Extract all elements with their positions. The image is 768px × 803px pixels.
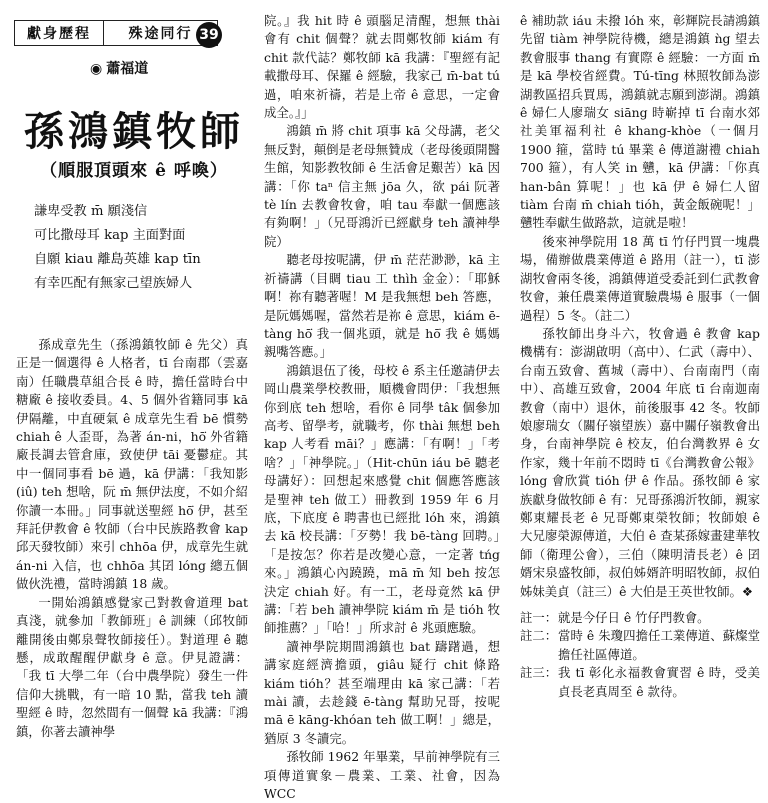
footnote: [520, 627, 760, 664]
paragraph: 一開始鴻鎮感覺家己對教會道理 bat 真淺，就參加「教師班」ê 訓練（邱牧師離開後由鄭泉聲牧師接任）。對道理 ê 聽懸，成敢醒醒伊獻身 ê 意。伊見證講：「我 tī 大學二年（台中農學院）發生一件信仰大挑戰，有一暗 10 點，當我 teh 讀聖經 ê 時，忽然間有一個聲 kā 我講：『鴻鎮，你著去讀神學: [16, 594, 248, 739]
poem-line: 謙卑受教 m̄ 願淺信: [34, 204, 148, 219]
paragraph: 院。』我 hit 時 ê 頭腦足清醒，想無 thài 會有 chit 個聲？就去問鄭牧師 kiám 有 chit 款代誌？鄭牧師 kā 我講：『聖經有記載撒母耳、保羅 ê 經驗，我家己 m̄-bat tú 過，咱來祈禱，若是上帝 ê 意思，一定會成全。』」: [264, 13, 500, 121]
paragraph: 讀神學院期間鴻鎮也 bat 躊躇過，想講家庭經濟擔頭，giâu 疑行 chit 條路 kiám tióh？甚至端理由 kā 家己講：「若 mài 讀，去趁錢 ē-tàng 幫助兄哥，按呢 mā ē kāng-khóan teh 做工啊！」總是，猶原 3 冬讀完。: [264, 638, 500, 746]
paragraph: 後來神學院用 18 萬 tī 竹仔門買一塊農場，備辦做農業傳道 ê 路用（註一），tī 澎湖牧會兩冬後，鴻鎮傳道受委託到仁武教會牧會，兼任農業傳道實驗農場 ê 服事（一個過程）5 冬。（註二）: [520, 233, 760, 323]
footnote: [520, 609, 760, 627]
paragraph: 鴻鎮 m̄ 將 chit 項事 kā 父母講，老父無反對，顛倒是老母無贊成（老母後頭開醫生館，知影教牧師 ê 生活會足艱苦）kā 因講：「你 taⁿ 信主無 jōa 久，欲 pái 阮著 tè lín 去教會牧會，咱 tau 奉獻一個應該有夠啊！」（兄哥鴻沂已經獻身 teh 讀神學院）: [264, 123, 500, 249]
article-subtitle: （順服頂頭來 ê 呼喚）: [40, 161, 228, 181]
bullseye-icon: ◉: [90, 61, 103, 77]
paragraph: [520, 325, 760, 601]
paragraph: 孫牧師 1962 年畢業，早前神學院有三項傳道實象－農業、工業、社會，因為 WCC: [264, 749, 500, 802]
column-3: [520, 12, 760, 701]
series-banner: [14, 20, 218, 46]
paragraph-text: 孫牧師出身斗六，牧會過 ê 教會 kap 機構有：澎湖啟明（高中）、仁武（壽中）、台南五致會、舊城（壽中）、台南南門（南中）、高雄互致會，2004 年底 tī 台南迦南教會（南中）退休，前後服事 42 冬。牧師娘廖瑞女（關仔嶺望族）嘉中關仔嶺教會出身，台南神學院 ê 校友，伯台灣教界 ê 女作家，幾十年前不悶時 tī《台灣教會公報》lóng 會欣賞 tióh 伊 ê 作品。孫牧師 ê 家族獻身做牧師 ê 有：兄哥孫鴻沂牧師，親家鄭東耀長老 ê 兄哥鄭東榮牧師；牧師娘 ê 大兄廖榮源傳道，大伯 ê 查某孫嫁畫建華牧師（衛理公會），三伯（陳明清長老）ê 囝婿宋泉盛牧師，叔伯姊婿許明昭牧師，叔伯姊妹美貞（註三）ê 大伯是王英世牧師。: [520, 325, 760, 599]
series-theme: 殊途同行: [128, 26, 193, 42]
poem-line: 自願 kiau 離島英雄 kap tīn: [34, 252, 201, 267]
footnote-text: 當時 ê 朱瓊四擔任工業傳道、蘇燦堂擔任社區傳道。: [558, 628, 760, 662]
poem-line: 有幸匹配有無家己望族婦人: [34, 276, 193, 291]
footnote: [520, 664, 760, 701]
column-1: [16, 336, 248, 741]
footnote-text: 就是今仔日 ê 竹仔門教會。: [558, 610, 710, 625]
author-byline: [90, 58, 148, 78]
author-name: 蕭福道: [106, 61, 149, 77]
paragraph: 鴻鎮退伍了後，母校 ê 系主任邀請伊去岡山農業學校教冊，順機會問伊：「我想無你到底 teh 想啥，看你 ê 同學 tâk 個參加高考、留學考，就職考，你 thài 無想 beh kap 人考看 māi？」應講：「有啊！」「考啥？」「神學院。」（Hit-chūn iáu bē 聽老母講好）：回想起來感覺 chit 個應答應該是聖神 teh 做工）冊教到 1959 年 6 月底，下底度 ê 聘書也已經批 lóh 來，鴻鎮去 kā 校長講：「歹勢！我 bē-tàng 回聘。」「是按怎？你若是改變心意，一定著 tńg 來。」鴻鎮心內蹺蹺，mā m̄ 知 beh 按怎決定 chiah 好。有一工，老母竟然 kā 伊講：「若 beh 讀神學院 kiám m̄ 是 tióh 牧師推薦？」「哈！」所求討 ê 兆頭應驗。: [264, 362, 500, 636]
series-name: 獻身歷程: [27, 26, 91, 42]
footnote-label: 註三：: [520, 665, 558, 681]
article-title: 孫鴻鎮牧師: [24, 108, 244, 155]
footnote-text: 我 tī 彰化永福教會實習 ê 時，受美貞長老真周至 ê 款待。: [558, 665, 760, 699]
paragraph: 孫成章先生（孫鴻鎮牧師 ê 先父）真正是一個選得 ê 人格者，tī 台南郡（雲嘉南）任職農草組合長 ê 時，擔任當時台中糖廠 ê 接收委員。4、5 個外省籍同事 kā 伊隔離，中直硬氣 ê 成章先生看 bē 慣勢 chiah ê 人歪哥，為著 án-ni，hō͘ 外省籍廠長調去管倉庫，致使伊 tāi 憂鬱症。其中一個同事看 bē 過，kā 伊講：「我知影 (iû) teh 想啥，阮 m̄ 無伊法度，不如介紹你讀一本冊。」同事就送聖經 hō͘ 伊，甚至拜託伊教會 ê 牧師（台中民族路教會 kap 邱天發牧師）來引 chhōa 伊，成章先生就 án-ni 入信，也 chhōa 其囝 lóng 總五個做伙洗禮，當時鴻鎮 18 歲。: [16, 337, 248, 592]
paragraph: 聽老母按呢講，伊 m̄ 茫茫渺渺，kā 主祈禱講（目睭 tiau 工 thìh 金金）：「耶穌啊！祢有聽著喔！M 是我無想 beh 答應，是阮媽媽喔，當然若是祢 ê 意思，kiám ē-tàng hō͘ 我一個兆頭，就是 hō͘ 我 ê 媽媽親嘴答應。」: [264, 252, 500, 360]
poem-line: 可比撒母耳 kap 主面對面: [34, 228, 186, 243]
end-mark-icon: ❖: [741, 583, 754, 599]
footnotes: [520, 609, 760, 701]
paragraph: ê 補助款 iáu 未撥 lóh 來，彰輝院長請鴻鎮先留 tiàm 神學院待機，總是鴻鎮 ǹg 望去教會服事 thang 有實際 ê 經驗：一方面 m̄ 是 kā 學校省經費。Tú-tīng 林照牧師為澎湖教區招兵買馬，鴻鎮就志願到澎湖。鴻鎮 ê 婦仁人廖瑞女 siāng 時嶄掉 tī 台南水郊社美軍福利社 ê khang-khòe（一個月 1900 箍，當時 tú 畢業 ê 傳道謝禮 chiah 700 箍），有人笑 in 戇，kā 伊講：「你真 han-bân 算呢！」也 kā 伊 ê 婦仁人留 tiàm 台南 m̄ chiah tióh，黃金飯碗呢！」戇牲奉獻生做路款，這就是啦！: [520, 13, 760, 231]
column-2: [264, 12, 500, 803]
footnote-label: 註一：: [520, 610, 558, 625]
footnote-label: 註二：: [520, 628, 558, 644]
dedication-poem: [34, 200, 254, 296]
episode-number-badge: 39: [196, 22, 222, 48]
